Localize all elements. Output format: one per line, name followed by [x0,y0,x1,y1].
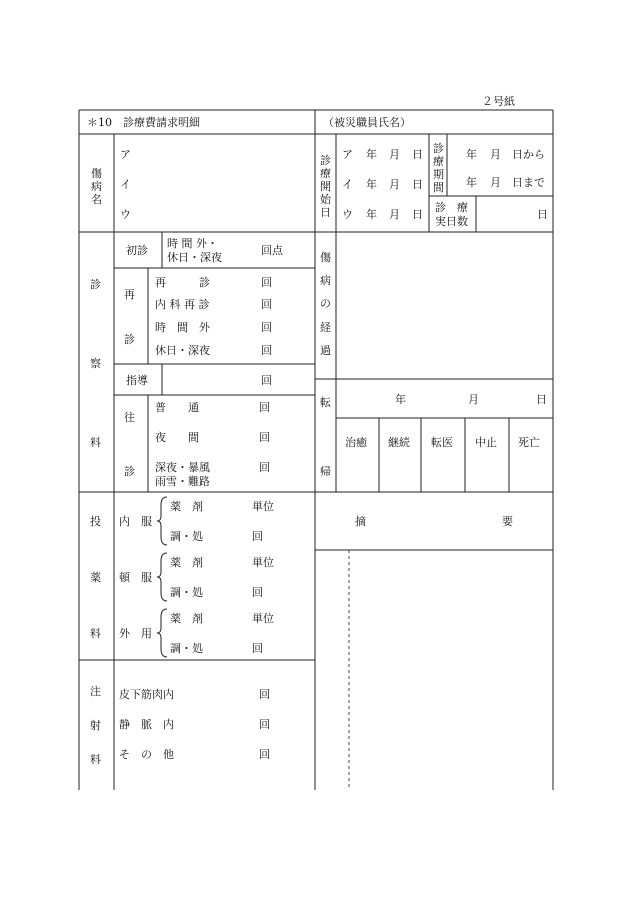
saishin-row-1: 再 診 [155,276,210,289]
naifuku-chosho-unit: 回 [252,530,263,543]
shobyo-item-i: イ [120,178,131,191]
keika-char-4: 経 [320,321,331,334]
chusha-char-1: 注 [90,685,101,698]
shoshin-sub-2: 休日・深夜 [167,251,222,264]
toyaku-char-2: 薬 [90,571,101,584]
chusha-row-2-unit: 回 [259,718,270,731]
start-u-month: 月 [389,208,400,221]
naifuku-chosho: 調・処 [170,530,203,543]
period-from-day: 日から [512,148,545,161]
shobyo-label: 傷病名 [91,167,102,206]
shinsatsu-char-3: 料 [90,436,101,449]
saishin-row-1-unit: 回 [261,276,272,289]
saishin-row-3: 時 間 外 [155,321,210,334]
tonpuku-chosho: 調・処 [170,586,203,599]
toyaku-char-3: 料 [90,627,101,640]
tenki-option-keizoku: 継続 [388,436,410,449]
tenki-option-chushi: 中止 [475,436,497,449]
start-u-year: 年 [366,208,377,221]
saishin-row-2: 内 科 再 診 [155,298,210,311]
start-a-year: 年 [366,148,377,161]
start-date-label: 診療開始日 [320,154,331,219]
start-u-mark: ウ [342,208,353,221]
days-label-1: 診 療 [435,201,468,214]
tenki-option-chiyu: 治癒 [345,436,367,449]
tenki-day: 日 [536,393,547,406]
period-to-day: 日まで [512,176,545,189]
tenki-option-teni: 転医 [431,436,453,449]
tonpuku-label: 頓 服 [119,571,152,584]
oshin-row-2-unit: 回 [259,431,270,444]
shido-unit: 回 [261,374,272,387]
header-title: ＊10 診療費請求明細 [87,116,200,129]
start-u-day: 日 [412,208,423,221]
tekiyo-char-1: 摘 [355,515,366,528]
saishin-char-1: 再 [124,288,135,301]
oshin-char-2: 診 [124,465,135,478]
chusha-char-3: 料 [90,753,101,766]
keika-char-2: 病 [320,274,331,287]
injured-name-label: （被災職員氏名） [323,116,411,129]
shinsatsu-char-2: 察 [90,357,101,370]
naifuku-yakuzai-unit: 単位 [252,500,274,513]
tenki-month: 月 [468,393,479,406]
shobyo-item-u: ウ [120,208,131,221]
oshin-row-1-unit: 回 [259,401,270,414]
shinsatsu-char-1: 診 [90,278,101,291]
period-to-year: 年 [466,176,477,189]
period-from-year: 年 [466,148,477,161]
oshin-row-2: 夜 間 [155,431,199,444]
keika-char-1: 傷 [320,251,331,264]
tonpuku-yakuzai: 薬 剤 [170,556,203,569]
days-label-2: 実日数 [435,215,468,228]
chusha-row-1: 皮下筋肉内 [119,688,174,701]
tonpuku-chosho-unit: 回 [252,586,263,599]
tenki-char-1: 転 [320,396,331,409]
oshin-char-1: 往 [124,411,135,424]
start-a-month: 月 [389,148,400,161]
form-number: ２号紙 [482,95,515,108]
shido-label: 指導 [126,374,148,387]
tenki-year: 年 [395,393,406,406]
gaiyo-chosho: 調・処 [170,642,203,655]
chusha-char-2: 射 [90,719,101,732]
chusha-row-1-unit: 回 [259,688,270,701]
saishin-row-3-unit: 回 [261,321,272,334]
gaiyo-yakuzai: 薬 剤 [170,612,203,625]
gaiyo-yakuzai-unit: 単位 [252,612,274,625]
naifuku-yakuzai: 薬 剤 [170,500,203,513]
chusha-row-3: そ の 他 [119,748,174,761]
saishin-row-4-unit: 回 [261,344,272,357]
saishin-char-2: 診 [124,333,135,346]
start-i-month: 月 [389,178,400,191]
days-unit: 日 [537,208,548,221]
start-i-mark: イ [342,178,353,191]
start-i-day: 日 [412,178,423,191]
shoshin-unit: 回点 [261,244,283,257]
period-to-month: 月 [490,176,501,189]
chusha-row-3-unit: 回 [259,748,270,761]
start-a-day: 日 [412,148,423,161]
keika-char-5: 過 [320,344,331,357]
shobyo-item-a: ア [120,148,131,161]
naifuku-label: 内 服 [119,515,152,528]
tenki-option-shibo: 死亡 [518,436,540,449]
tenki-char-2: 帰 [320,465,331,478]
gaiyo-chosho-unit: 回 [252,642,263,655]
period-from-month: 月 [490,148,501,161]
tekiyo-char-2: 要 [502,515,513,528]
tonpuku-yakuzai-unit: 単位 [252,556,274,569]
oshin-row-3: 深夜・暴風 [155,461,210,474]
oshin-row-1: 普 通 [155,401,199,414]
gaiyo-label: 外 用 [119,627,152,640]
saishin-row-2-unit: 回 [261,298,272,311]
keika-char-3: の [320,297,331,310]
shoshin-sub-1: 時 間 外・ [167,237,218,250]
saishin-row-4: 休日・深夜 [155,344,210,357]
toyaku-char-1: 投 [90,515,101,528]
start-i-year: 年 [366,178,377,191]
oshin-row-3-line2: 雨雪・難路 [155,475,210,488]
oshin-row-3-unit: 回 [259,461,270,474]
shoshin-label: 初診 [126,244,148,257]
period-label: 診療期間 [433,142,444,194]
start-a-mark: ア [342,148,353,161]
chusha-row-2: 静 脈 内 [119,718,174,731]
